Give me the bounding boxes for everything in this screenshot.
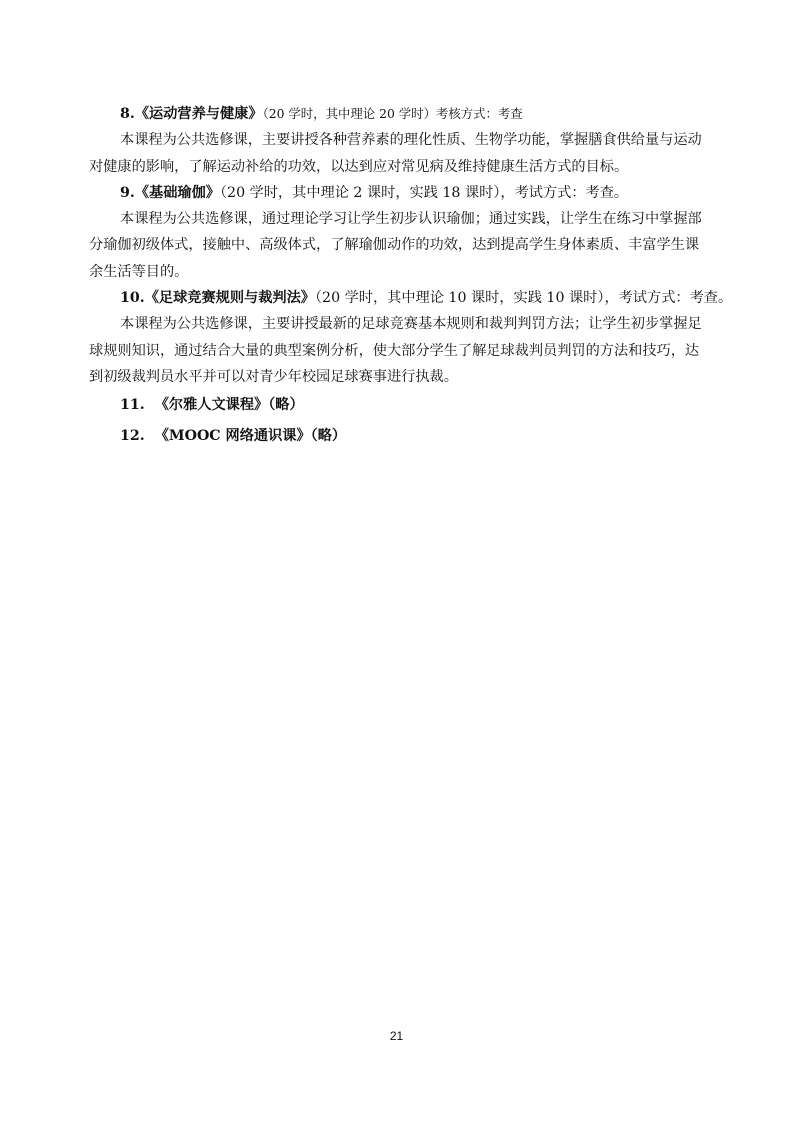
course-desc-line (89, 338, 700, 364)
course-item-9 (89, 180, 702, 285)
course-item-10 (89, 285, 733, 390)
course-number: 9. (120, 184, 135, 201)
course-heading (120, 101, 700, 127)
course-number: 10. (120, 290, 145, 307)
course-item-8 (89, 101, 702, 180)
course-desc-line (89, 259, 700, 285)
course-desc-line (89, 154, 700, 180)
course-meta: （20 学时，其中理论 10 课时，实践 10 课时），考试方式：考查。 (314, 290, 733, 307)
course-desc-text: 本课程为公共选修课，主要讲授最新的足球竞赛基本规则和裁判判罚方法；让学生初步掌握足 (120, 316, 702, 333)
course-desc-text: 分瑜伽初级体式，接触中、高级体式，了解瑜伽动作的功效，达到提高学生身体素质、丰富学生课 (89, 237, 700, 254)
course-item-12 (120, 423, 700, 449)
course-title: 《基础瑜伽》 (134, 184, 220, 201)
course-heading (120, 180, 700, 206)
course-title: 《尔雅人文课程》（略） (154, 397, 304, 414)
page-content (89, 101, 733, 449)
course-desc-text: 到初级裁判员水平并可以对青少年校园足球赛事进行执裁。 (89, 368, 458, 385)
course-meta: （20 学时，其中理论 2 课时，实践 18 课时），考试方式：考查。 (219, 184, 629, 201)
course-number: 8. (120, 106, 135, 122)
page-number: 21 (389, 1029, 404, 1043)
course-desc-text: 本课程为公共选修课，主要讲授各种营养素的理化性质、生物学功能，掌握膳食供给量与运动 (120, 132, 702, 149)
course-title: 《运动营养与健康》 (134, 106, 263, 122)
course-desc-line (89, 364, 700, 390)
course-desc-text: 本课程为公共选修课，通过理论学习让学生初步认识瑜伽；通过实践，让学生在练习中掌握部 (120, 211, 702, 228)
course-meta: （20 学时，其中理论 20 学时）考核方式：考查 (262, 106, 523, 121)
course-desc-line (120, 206, 700, 232)
course-desc-text: 对健康的影响，了解运动补给的功效，以达到应对常见病及维持健康生活方式的目标。 (89, 158, 629, 175)
course-heading (120, 285, 733, 311)
course-number: 11. (120, 397, 145, 414)
course-title: 《足球竞赛规则与裁判法》 (144, 290, 315, 307)
course-desc-line (120, 311, 700, 337)
course-desc-line (120, 127, 700, 153)
course-desc-line (89, 232, 700, 258)
course-desc-text: 余生活等目的。 (89, 263, 189, 280)
course-title: 《MOOC 网络通识课》（略） (154, 427, 347, 444)
course-item-11 (120, 392, 700, 418)
course-desc-text: 球规则知识，通过结合大量的典型案例分析，使大部分学生了解足球裁判员判罚的方法和技巧，达 (89, 342, 700, 359)
course-number: 12. (120, 427, 145, 444)
